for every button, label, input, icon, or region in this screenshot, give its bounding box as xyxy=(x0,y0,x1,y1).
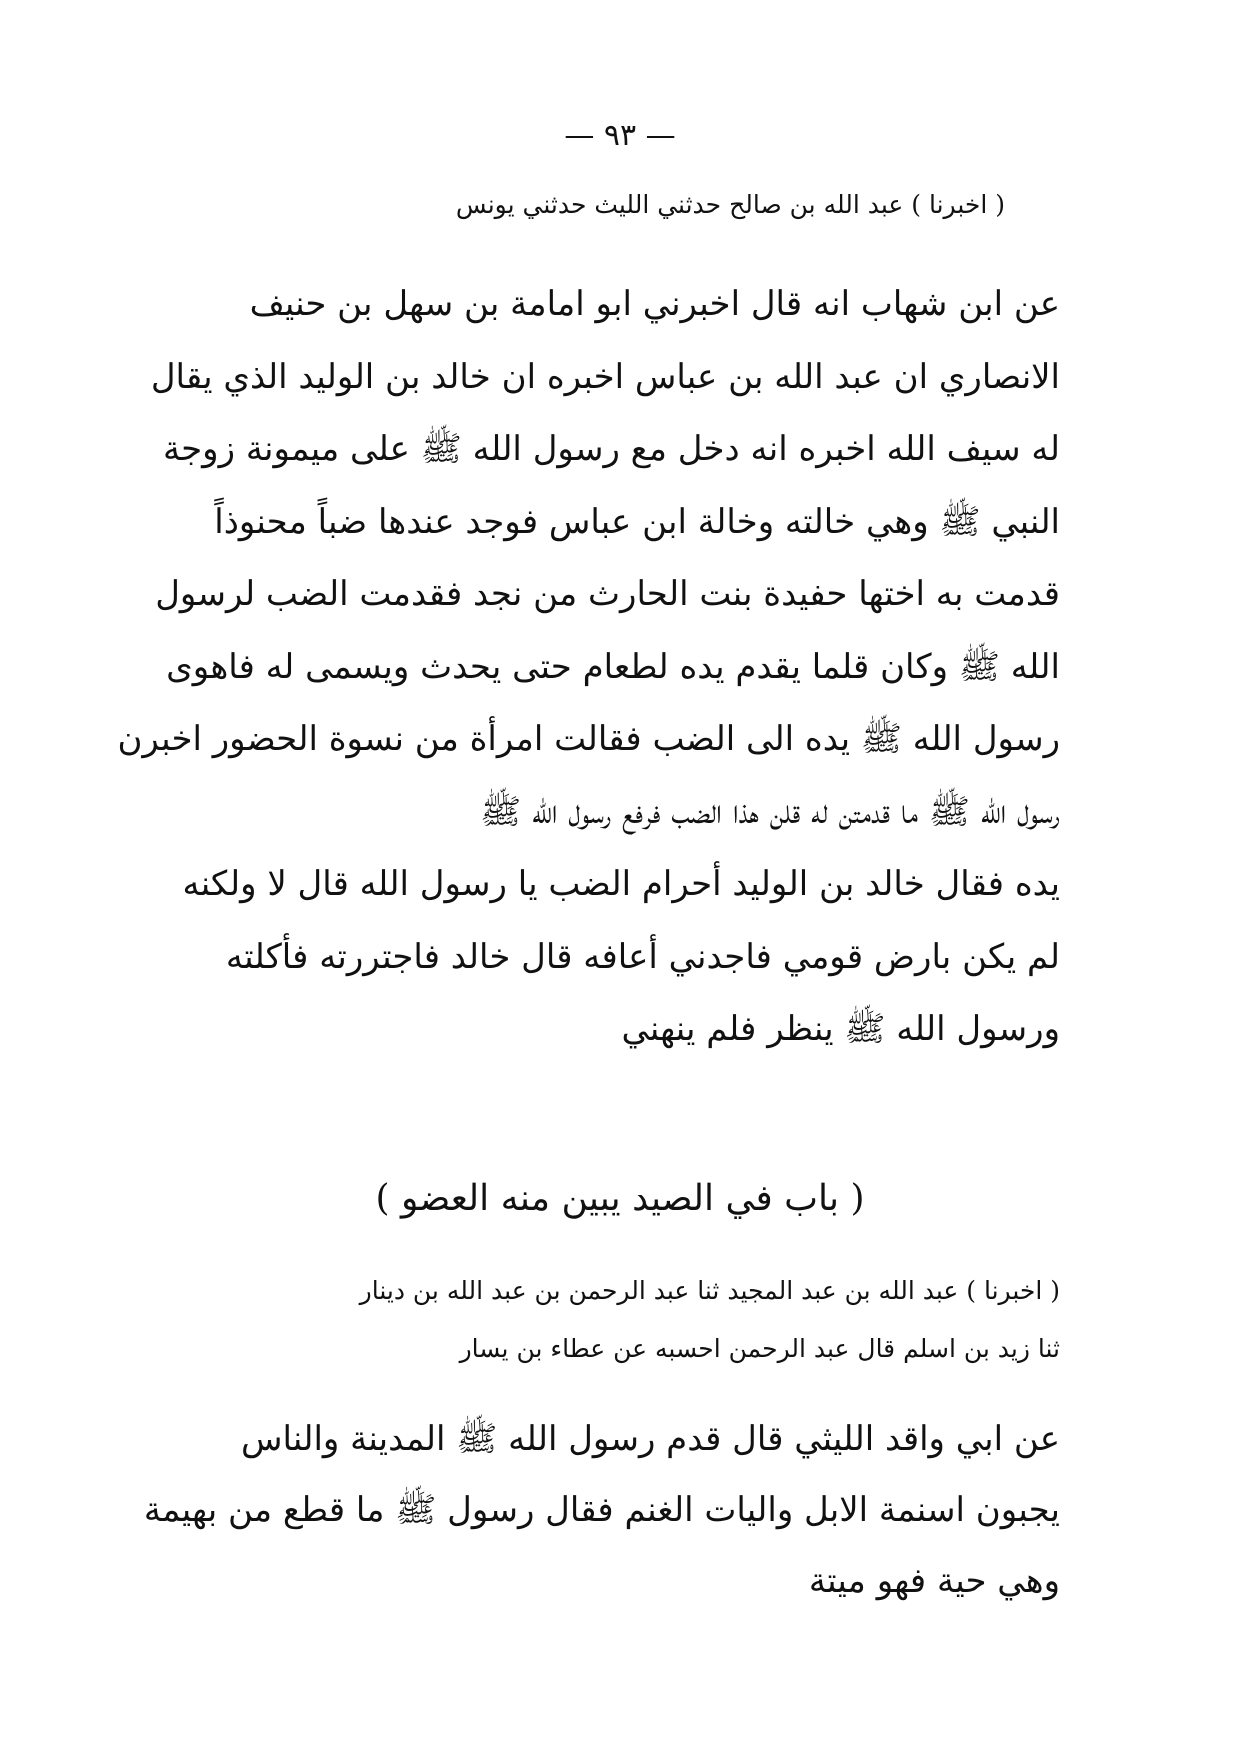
text-line: لم يكن بارض قومي فاجدني أعافه قال خالد فاجتررته فأكلته xyxy=(225,936,1060,977)
text-line: له سيف الله اخبره انه دخل مع رسول الله ﷺ على ميمونة زوجة xyxy=(162,429,1060,469)
isnad-line: ( اخبرنا ) عبد الله بن صالح حدثني الليث حدثني يونس xyxy=(455,190,1005,219)
isnad-chain xyxy=(180,1262,1060,1378)
text-line: الله ﷺ وكان قلما يقدم يده لطعام حتى يحدث ويسمى له فاهوى xyxy=(166,646,1060,687)
chapter-heading: ( باب في الصيد يبين منه العضو ) xyxy=(375,1178,865,1219)
isnad-chain xyxy=(185,176,1005,234)
hadith-text xyxy=(143,1404,1060,1617)
text-line: يده فقال خالد بن الوليد أحرام الضب يا رسول الله قال لا ولكنه xyxy=(182,864,1060,904)
page-number: — ٩٣ — xyxy=(564,118,676,153)
text-line: الانصاري ان عبد الله بن عباس اخبره ان خالد بن الوليد الذي يقال xyxy=(150,356,1060,397)
text-line: النبي ﷺ وهي خالته وخالة ابن عباس فوجد عندها ضباً محنوذاً xyxy=(214,501,1060,542)
hadith-text xyxy=(117,268,1060,1066)
text-line: قدمت به اختها حفيدة بنت الحارث من نجد فقدمت الضب لرسول xyxy=(155,574,1060,614)
text-line: رسول الله ﷺ ما قدمتن له قلن هذا الضب فرفع رسول الله ﷺ xyxy=(480,791,1060,832)
isnad-line: ( اخبرنا ) عبد الله بن عبد المجيد ثنا عبد الرحمن بن عبد الله بن دينار xyxy=(359,1276,1060,1305)
text-line: وهي حية فهو ميتة xyxy=(808,1561,1060,1601)
text-line: رسول الله ﷺ يده الى الضب فقالت امرأة من نسوة الحضور اخبرن xyxy=(117,719,1060,759)
isnad-line: ثنا زيد بن اسلم قال عبد الرحمن احسبه عن عطاء بن يسار xyxy=(459,1334,1060,1363)
text-line: ورسول الله ﷺ ينظر فلم ينهني xyxy=(621,1009,1060,1049)
text-line: عن ابي واقد الليثي قال قدم رسول الله ﷺ المدينة والناس xyxy=(241,1419,1060,1459)
text-line: يجبون اسنمة الابل واليات الغنم فقال رسول ﷺ ما قطع من بهيمة xyxy=(143,1490,1060,1530)
text-line: عن ابن شهاب انه قال اخبرني ابو امامة بن سهل بن حنيف xyxy=(249,284,1060,324)
